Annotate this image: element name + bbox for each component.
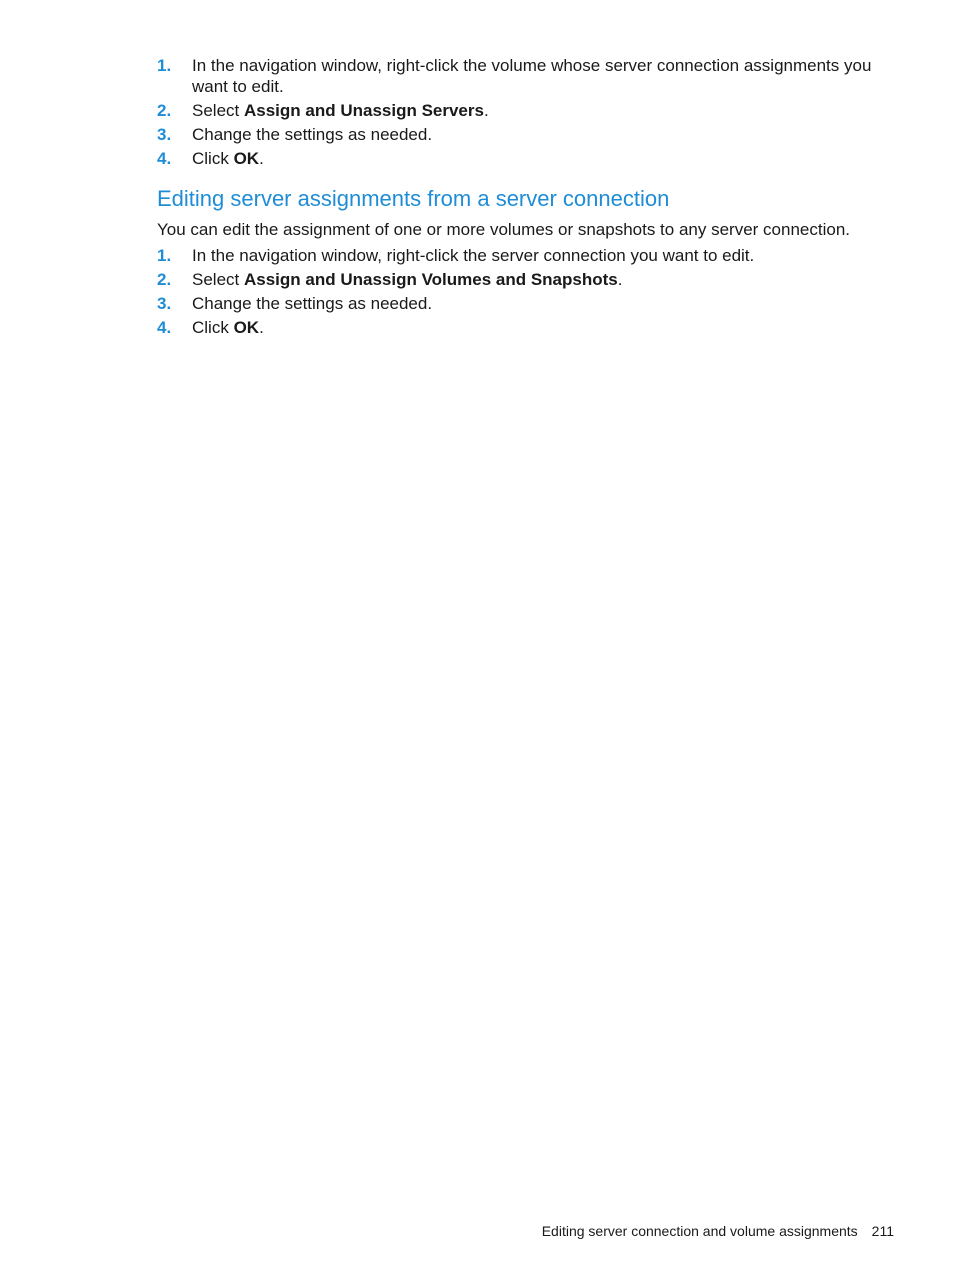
step-number: 4.	[157, 149, 172, 168]
step-number: 2.	[157, 270, 172, 289]
list-item	[157, 100, 877, 121]
section-intro: You can edit the assignment of one or more volumes or snapshots to any server connection.	[157, 220, 850, 239]
menu-command: Assign and Unassign Volumes and Snapshots	[243, 270, 618, 289]
list-item	[157, 317, 877, 338]
step-text-end: .	[259, 149, 264, 168]
list-item	[157, 148, 877, 169]
procedure-list-volume	[157, 55, 877, 172]
menu-command: Assign and Unassign Servers	[243, 101, 484, 120]
section-heading: Editing server assignments from a server connection	[157, 186, 670, 211]
list-item	[157, 293, 877, 314]
list-item	[157, 245, 877, 266]
step-text-end: .	[259, 318, 264, 337]
step-text: Click	[192, 318, 234, 337]
step-text: Select	[192, 101, 244, 120]
step-text: Change the settings as needed.	[192, 125, 433, 144]
step-text: Select	[192, 270, 244, 289]
step-text: In the navigation window, right-click the server connection you want to edit.	[192, 246, 755, 265]
list-item	[157, 55, 877, 97]
step-number: 4.	[157, 318, 172, 337]
step-text-end: .	[483, 101, 489, 120]
step-text: In the navigation window, right-click the volume whose server connection assignments you want to edit.	[192, 56, 872, 96]
list-item	[157, 269, 877, 290]
step-number: 1.	[157, 246, 172, 265]
step-number: 3.	[157, 294, 172, 313]
procedure-list-server-connection	[157, 245, 877, 341]
step-text: Click	[192, 149, 234, 168]
step-number: 1.	[157, 56, 172, 75]
step-number: 2.	[157, 101, 172, 120]
page-number: 211	[871, 1223, 894, 1239]
list-item	[157, 124, 877, 145]
page-footer	[542, 1222, 894, 1240]
button-name: OK	[233, 149, 260, 168]
button-name: OK	[233, 318, 260, 337]
footer-title: Editing server connection and volume assignments	[541, 1223, 858, 1239]
step-text: Change the settings as needed.	[192, 294, 433, 313]
step-text-end: .	[617, 270, 623, 289]
step-number: 3.	[157, 125, 172, 144]
